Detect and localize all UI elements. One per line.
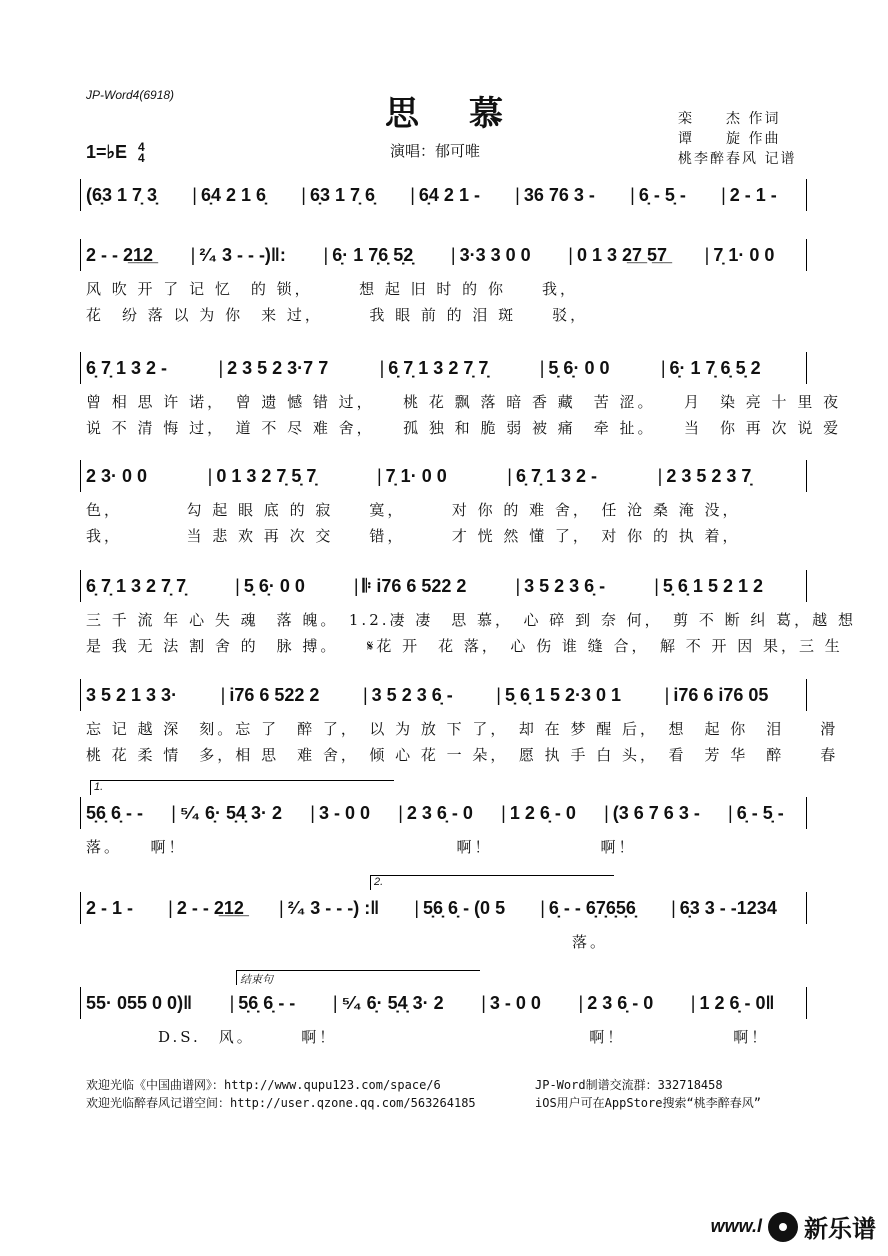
- brand-logo: [711, 1209, 876, 1244]
- barline: |: [657, 465, 663, 486]
- measure: 2 - - 2̲1̲2̲: [86, 244, 154, 265]
- footer-ios: iOS用户可在AppStore搜索“桃李醉春风”: [535, 1096, 761, 1110]
- measure: i76 6 i76 05: [673, 684, 769, 705]
- footer-link-1: 欢迎光临《中国曲谱网》：http://www.qupu123.com/space/6: [86, 1078, 441, 1092]
- system-left-bar: [80, 892, 81, 924]
- vinyl-disc-icon: [768, 1212, 798, 1242]
- system-left-bar: [80, 179, 81, 211]
- barline: |: [507, 465, 512, 486]
- barline: |: [664, 684, 670, 705]
- barline: |: [207, 465, 213, 486]
- notation-system: [86, 895, 808, 921]
- barline: |: [332, 992, 338, 1013]
- measure: 3 - 0 0: [318, 802, 370, 823]
- barline: |: [728, 802, 733, 823]
- measure: 2 - 1 -: [86, 897, 134, 918]
- measure: 6̣4 2 1 6̣: [200, 184, 267, 205]
- lyric-line: 说 不 清 悔 过， 道 不 尽 难 舍， 孤 独 和 脆 弱 被 痛 牵 扯。 当 你 再 次 说 爱: [86, 419, 842, 437]
- barline: |: [310, 802, 315, 823]
- barline: |: [496, 684, 501, 705]
- notation-system: [86, 990, 808, 1016]
- notation-system: [86, 573, 808, 599]
- barline: |: [379, 357, 385, 378]
- measure: 6̣ 7̣ 1 3 2 7̣ 7̣: [86, 575, 187, 596]
- measure: 6̣ 7̣ 1 3 2 -: [515, 465, 598, 486]
- system-left-bar: [80, 797, 81, 829]
- measure: (6̣3 1 7̣ 3̣: [86, 184, 158, 205]
- barline: |: [168, 897, 173, 918]
- measure: i76 6 522 2: [229, 684, 320, 705]
- barline: |: [410, 184, 415, 205]
- lyric-line: D.S. 风。 啊！ 啊！ 啊！: [86, 1028, 770, 1046]
- measure: 36 76 3 -: [523, 184, 595, 205]
- measure: 3 5 2 3 6̣ -: [524, 575, 606, 596]
- lyric-line: 曾 相 思 许 诺， 曾 遗 憾 错 过， 桃 花 飘 落 暗 香 藏 苦 涩。 月 染 亮 十 里 夜: [86, 393, 842, 411]
- system-left-bar: [80, 460, 81, 492]
- lyric-line: 忘 记 越 深 刻。忘 了 醉 了， 以 为 放 下 了， 却 在 梦 醒 后， 想 起 你 泪 滑: [86, 720, 839, 738]
- key-label: 1=♭E: [86, 142, 128, 162]
- system-left-bar: [80, 570, 81, 602]
- system-left-bar: [80, 352, 81, 384]
- measure: 𝄆 i76 6 522 2: [362, 575, 467, 596]
- lyric-line: 花 纷 落 以 为 你 来 过， 我 眼 前 的 泪 斑 驳，: [86, 306, 589, 324]
- measure: ²⁄₄ 3 - - -) :‖: [287, 897, 380, 918]
- measure: 5̣ 6̣ 1 5 2·3 0 1: [504, 684, 622, 705]
- measure: 5̣ 6̣· 0 0: [243, 575, 305, 596]
- lyric-line: 我， 当 悲 欢 再 次 交 错， 才 恍 然 懂 了， 对 你 的 执 着，: [86, 527, 741, 545]
- key-signature: [86, 142, 145, 164]
- barline: |: [229, 992, 235, 1013]
- barline: |: [414, 897, 420, 918]
- barline: |: [690, 992, 696, 1013]
- measure: 6̣ 7̣ 1 3 2 -: [86, 357, 168, 378]
- barline: |: [190, 244, 196, 265]
- measure: 0 1 3 2̲7̲ 5̲7̲: [576, 244, 668, 265]
- time-signature: 4 4: [138, 140, 145, 166]
- system-left-bar: [80, 679, 81, 711]
- measure: 1 2 6̣ - 0: [509, 802, 576, 823]
- measure: 5̣ 6̣ 1 5 2 1 2: [662, 575, 763, 596]
- barline: |: [481, 992, 486, 1013]
- measure: 7̣ 1· 0 0: [713, 244, 775, 265]
- barline: |: [218, 357, 224, 378]
- barline: |: [323, 244, 329, 265]
- notation-system: [86, 355, 808, 381]
- barline: |: [501, 802, 506, 823]
- lyric-line: 风 吹 开 了 记 忆 的 锁， 想 起 旧 时 的 你 我，: [86, 280, 578, 298]
- barline: |: [671, 897, 676, 918]
- lyric-line: 桃 花 柔 情 多，相 思 难 舍， 倾 心 花 一 朵， 愿 执 手 白 头， 看 芳 华 醉 春: [86, 746, 839, 764]
- measure: 3 5 2 3 6̣ -: [371, 684, 453, 705]
- barline: |: [353, 575, 359, 596]
- measure: 6̣4 2 1 -: [418, 184, 480, 205]
- measure: 5̣6̣ 6̣ - -: [86, 802, 144, 823]
- barline: |: [515, 575, 521, 596]
- measure: 2 3· 0 0: [86, 465, 148, 486]
- measure: ⁵⁄₄ 6̣· 5̣4̣ 3· 2: [179, 802, 283, 823]
- composer-credit: 谭 旋 作曲: [678, 131, 781, 147]
- measure: 6̣ - 5̣ -: [736, 802, 784, 823]
- barline: |: [660, 357, 666, 378]
- barline: |: [654, 575, 659, 596]
- barline: |: [376, 465, 382, 486]
- measure: 6̣· 1 7̣ 6̣ 5̣ 2: [669, 357, 761, 378]
- barline: |: [540, 897, 545, 918]
- barline: |: [192, 184, 197, 205]
- volta-bracket: 结束句: [236, 970, 480, 985]
- barline: |: [515, 184, 520, 205]
- barline: |: [578, 992, 584, 1013]
- notation-system: [86, 182, 808, 208]
- notation-system: [86, 800, 808, 826]
- barline: |: [604, 802, 609, 823]
- measure: 2 3 5 2 3 7̣: [666, 465, 752, 486]
- measure: 7̣ 1· 0 0: [385, 465, 447, 486]
- barline: |: [450, 244, 456, 265]
- notation-system: [86, 682, 808, 708]
- notation-system: [86, 463, 808, 489]
- measure: 6̣ 7̣ 1 3 2 7̣ 7̣: [388, 357, 489, 378]
- barline: |: [721, 184, 726, 205]
- barline: |: [279, 897, 284, 918]
- measure: 3 5 2 1 3 3·: [86, 684, 178, 705]
- barline: |: [362, 684, 368, 705]
- measure: ⁵⁄₄ 6̣· 5̣4̣ 3· 2: [341, 992, 444, 1013]
- volta-bracket: 1.: [90, 780, 394, 795]
- measure: (3 6 7 6 3 -: [612, 802, 700, 823]
- version-label: JP-Word4(6918): [86, 88, 175, 102]
- barline: |: [630, 184, 635, 205]
- barline: |: [301, 184, 306, 205]
- barline: |: [398, 802, 403, 823]
- measure: 6̣ - 5̣ -: [638, 184, 686, 205]
- system-left-bar: [80, 987, 81, 1019]
- barline: |: [220, 684, 226, 705]
- measure: 5̣6̣ 6̣ - (0 5: [423, 897, 506, 918]
- measure: 2 3 6̣ - 0: [406, 802, 473, 823]
- footer-group: JP-Word制谱交流群：332718458: [535, 1078, 723, 1092]
- brand-url: www.l: [710, 1216, 762, 1236]
- lyric-line: 三 千 流 年 心 失 魂 落 魄。 1.2.凄 凄 思 慕， 心 碎 到 奈 何， 剪 不 断 纠 葛，越 想: [86, 611, 856, 629]
- barline: |: [539, 357, 545, 378]
- measure: 6̣3 3 - -1234: [679, 897, 777, 918]
- measure: 3·3 3 0 0: [459, 244, 531, 265]
- singer-credit: 演唱：郁可唯: [390, 142, 481, 160]
- footer-link-2: 欢迎光临醉春风记谱空间：http://user.qzone.qq.com/563264185: [86, 1096, 476, 1110]
- measure: 2 - - 2̲1̲2̲: [176, 897, 244, 918]
- system-left-bar: [80, 239, 81, 271]
- measure: 0 1 3 2 7̣ 5̣ 7̣: [216, 465, 317, 486]
- lyric-line: 是 我 无 法 割 舍 的 脉 搏。 𝄋花 开 花 落， 心 伤 谁 缝 合， 解 不 开 因 果，三 生: [86, 637, 843, 655]
- measure: 2 - 1 -: [729, 184, 777, 205]
- transcriber-credit: 桃李醉春风 记谱: [678, 151, 797, 167]
- measure: 6̣3 1 7̣ 6̣: [309, 184, 375, 205]
- lyric-line: 落。: [86, 933, 609, 951]
- lyric-line: 落。 啊！ 啊！ 啊！: [86, 838, 637, 856]
- notation-system: [86, 242, 808, 268]
- lyricist-credit: 栾 杰 作词: [678, 111, 781, 127]
- barline: |: [235, 575, 240, 596]
- measure: 5̣6̣ 6̣ - -: [238, 992, 296, 1013]
- measure: 2 3 5 2 3·7 7: [227, 357, 329, 378]
- lyric-line: 色， 勾 起 眼 底 的 寂 寞， 对 你 的 难 舍， 任 沧 桑 淹 没，: [86, 501, 741, 519]
- barline: |: [568, 244, 573, 265]
- measure: 2 3 6̣ - 0: [587, 992, 654, 1013]
- song-title: 思慕: [385, 94, 553, 134]
- barline: |: [171, 802, 176, 823]
- measure: 5̣ 6̣· 0 0: [548, 357, 610, 378]
- brand-name: 新乐谱: [804, 1215, 876, 1243]
- volta-bracket: 2.: [370, 875, 614, 890]
- measure: 3 - 0 0: [489, 992, 541, 1013]
- measure: 55· 055 0 0)‖: [86, 992, 193, 1013]
- measure: 6̣ - - 6̣7̣6̣5̣6̣: [548, 897, 636, 918]
- measure: 6̣· 1 7̣6̣ 5̣2̣: [332, 244, 414, 265]
- barline: |: [704, 244, 710, 265]
- measure: ²⁄₄ 3 - - -)‖:: [199, 244, 286, 265]
- measure: 1 2 6̣ - 0‖: [699, 992, 775, 1013]
